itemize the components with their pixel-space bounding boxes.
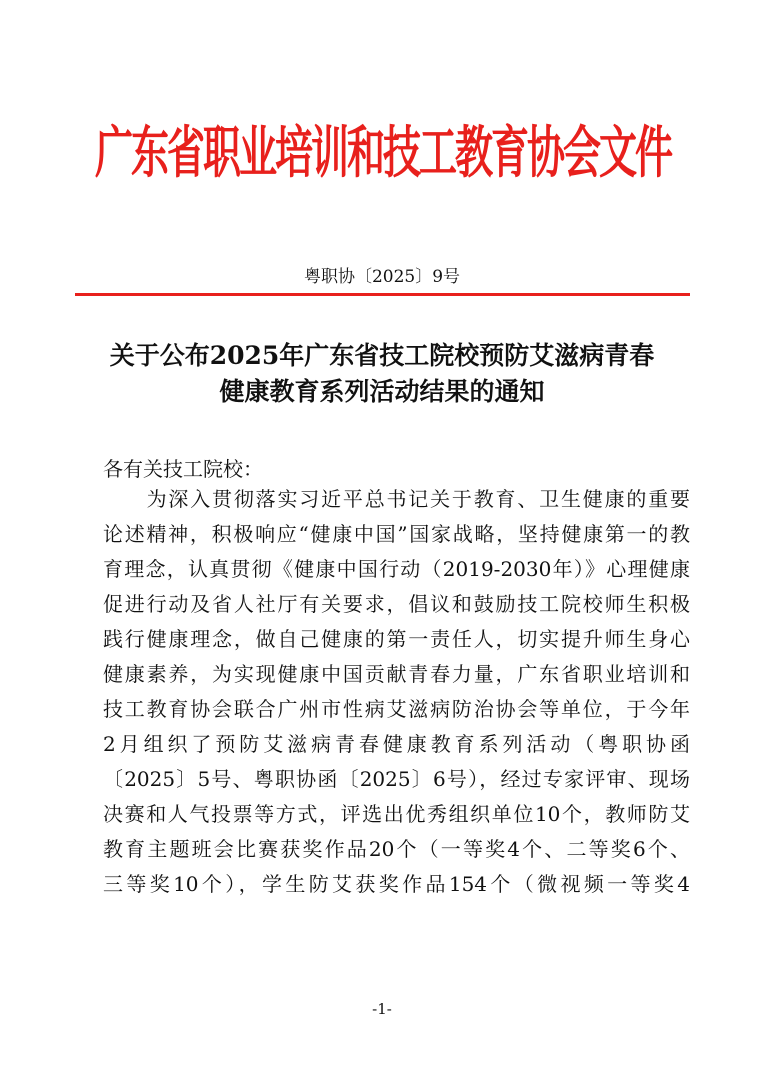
document-header-title: 广东省职业培训和技工教育协会文件 (95, 121, 671, 186)
body-line: 论述精神，积极响应“健康中国”国家战略，坚持健康第一的教 (103, 522, 690, 546)
salutation: 各有关技工院校： (103, 457, 263, 481)
notice-title-line-1: 关于公布2025年广东省技工院校预防艾滋病青春 (109, 341, 655, 370)
header-divider (75, 293, 690, 296)
body-line: 育理念，认真贯彻《健康中国行动（2019-2030年）》心理健康 (103, 557, 690, 581)
body-line: 2月组织了预防艾滋病青春健康教育系列活动（粤职协函 (103, 732, 690, 756)
body-line: 〔2025〕5号、粤职协函〔2025〕6号），经过专家评审、现场 (103, 767, 690, 791)
document-number: 粤职协〔2025〕9号 (303, 267, 461, 287)
body-line: 三等奖10个），学生防艾获奖作品154个（微视频一等奖4 (103, 872, 690, 896)
body-line: 为深入贯彻落实习近平总书记关于教育、卫生健康的重要 (103, 487, 690, 511)
page-number: -1- (372, 1000, 392, 1018)
body-line: 践行健康理念，做自己健康的第一责任人，切实提升师生身心 (103, 627, 690, 651)
body-line: 技工教育协会联合广州市性病艾滋病防治协会等单位，于今年 (103, 697, 690, 721)
notice-title-line-2: 健康教育系列活动结果的通知 (219, 377, 545, 406)
body-line: 促进行动及省人社厅有关要求，倡议和鼓励技工院校师生积极 (103, 592, 690, 616)
body-line: 教育主题班会比赛获奖作品20个（一等奖4个、二等奖6个、 (103, 837, 690, 861)
body-line: 决赛和人气投票等方式，评选出优秀组织单位10个，教师防艾 (103, 802, 690, 826)
body-line: 健康素养，为实现健康中国贡献青春力量，广东省职业培训和 (103, 662, 690, 686)
